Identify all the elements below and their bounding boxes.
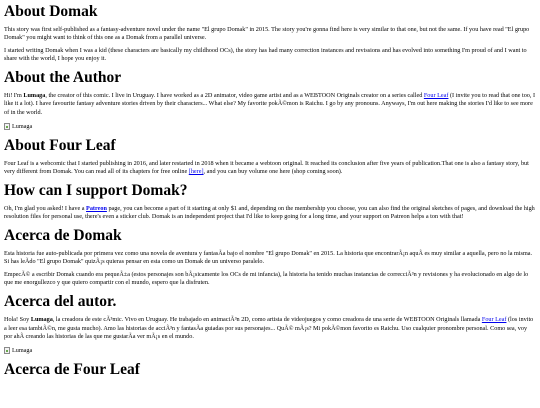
text-segment: , the creator of this comic. I live in Uruguay. I have worked as a 2D animator, video game artist and as a WEBTOON Originals creator on a series called: [45, 92, 424, 100]
autor-image: [4, 347, 536, 355]
text-segment: (los invito a leer esa tambiÃ©n, me gusta mucho). Amo las historias de acciÃ³n y fantasÃa guiadas por sus personajes... QuÃ© mÃ¡s? Mi pokÃ©mon favorito es Raichu. Uso cualquier pronombre personal. Como sea, voy por ahÃ creando las historias de las que me gustarÃa ver mÃ¡s en el mundo.: [4, 316, 534, 340]
patreon-link[interactable]: Patreon: [86, 204, 107, 212]
broken-image-icon: [4, 123, 10, 130]
text-segment: Hola! Soy: [4, 316, 31, 324]
text-segment: Hi! I'm: [4, 92, 24, 100]
autor-image-alt: Lumaga: [12, 346, 33, 354]
heading-acerca-domak: Acerca de Domak: [4, 227, 122, 245]
heading-about-author: About the Author: [4, 69, 122, 87]
text-segment: Four Leaf is a webcomic that I started publishing in 2016, and later restarted in 2018 when it became a webtoon original. It reached its conclusion after five years of publication.That one is also a fantasy story, but very different from Domak. You can read all of its chapters for free online: [4, 159, 529, 175]
about-four-leaf-paragraph: [4, 160, 536, 176]
text-segment: , and you can buy volume one here (shop coming soon).: [203, 167, 343, 175]
heading-about-four-leaf: About Four Leaf: [4, 136, 116, 154]
acerca-domak-paragraph-2: EmpecÃ© a escribir Domak cuando era pequeÃ±a (estos personajes son bÃ¡sicamente los OCs de mi infancia), la historia ha tenido muchas instancias de correcciÃ³n y revisiones y ha evolucionado en algo de lo que me enorgullezco y que quiero compartir con el mundo, espero que la disfruten.: [4, 271, 529, 287]
broken-image-icon: [4, 347, 10, 354]
acerca-domak-paragraph-1: Esta historia fue auto-publicada por primera vez como una novela de aventura y fantasÃa bajo el nombre "El grupo Domak" en 2015. La historia que encontrarÃ¡n aquÃ es muy similar a aquella, pero no la misma. Si has leÃdo "El grupo Domak" quizÃ¡s quieras pensar en esta como un Domak de un universo paralelo.: [4, 250, 533, 266]
heading-acerca-four-leaf: Acerca de Four Leaf: [4, 360, 140, 378]
text-segment: Oh, I'm glad you asked! I have a: [4, 204, 87, 212]
heading-support: How can I support Domak?: [4, 181, 188, 199]
four-leaf-link-es[interactable]: Four Leaf: [481, 316, 507, 324]
about-domak-paragraph-1: This story was first self-published as a fantasy-adventure novel under the name "El grupo Domak" in 2015. The story you're gonna find here is very similar to that one, but not the same. If you have read "El grupo Domak" you might want to think of this one as a Domak from a parallel universe.: [4, 26, 530, 42]
author-image-alt: Lumaga: [12, 122, 33, 130]
page-content: [0, 3, 540, 379]
author-name: Lumaga: [23, 92, 46, 100]
text-segment: , la creadora de este cÃ³mic. Vivo en Uruguay. He trabajado en animaciÃ³n 2D, como artista de videojuegos y como creadora de una serie de WEBTOON Originals llamada: [52, 316, 482, 324]
four-leaf-here-link[interactable]: [here]: [188, 167, 204, 175]
heading-acerca-autor: Acerca del autor.: [4, 293, 117, 311]
text-segment: (I invite you to read that one too, I like it a lot). I have favourite fantasy adventure stories driven by their characters... What else? My favorite pokÃ©mon is Raichu. I go by any pronouns. Anyways, I'm out here making the stories I'd like to see more of in the world.: [4, 92, 536, 116]
acerca-autor-paragraph: [4, 316, 536, 340]
support-paragraph: [4, 205, 536, 221]
heading-about-domak: About Domak: [4, 3, 98, 20]
four-leaf-link[interactable]: Four Leaf: [423, 92, 449, 100]
author-name: Lumaga: [30, 316, 53, 324]
about-author-paragraph: [4, 92, 536, 116]
author-image: [4, 123, 536, 131]
about-domak-paragraph-2: I started writing Domak when I was a kid (these characters are basically my childhood OCs), the story has had many correction instances and revissions and has evolved into something I'm proud of and I want to share with the world, I hope you enjoy it.: [4, 47, 527, 63]
text-segment: page, you can become a part of it starting at only $1 and, depending on the membership you choose, you can also find the original sketches of pages, and download the high resolution files for personal use, there's even a sticker club. Domak is an independent project that I'd like to keep going for a long time, and your support on Patreon helps a ton with that!: [4, 204, 535, 220]
